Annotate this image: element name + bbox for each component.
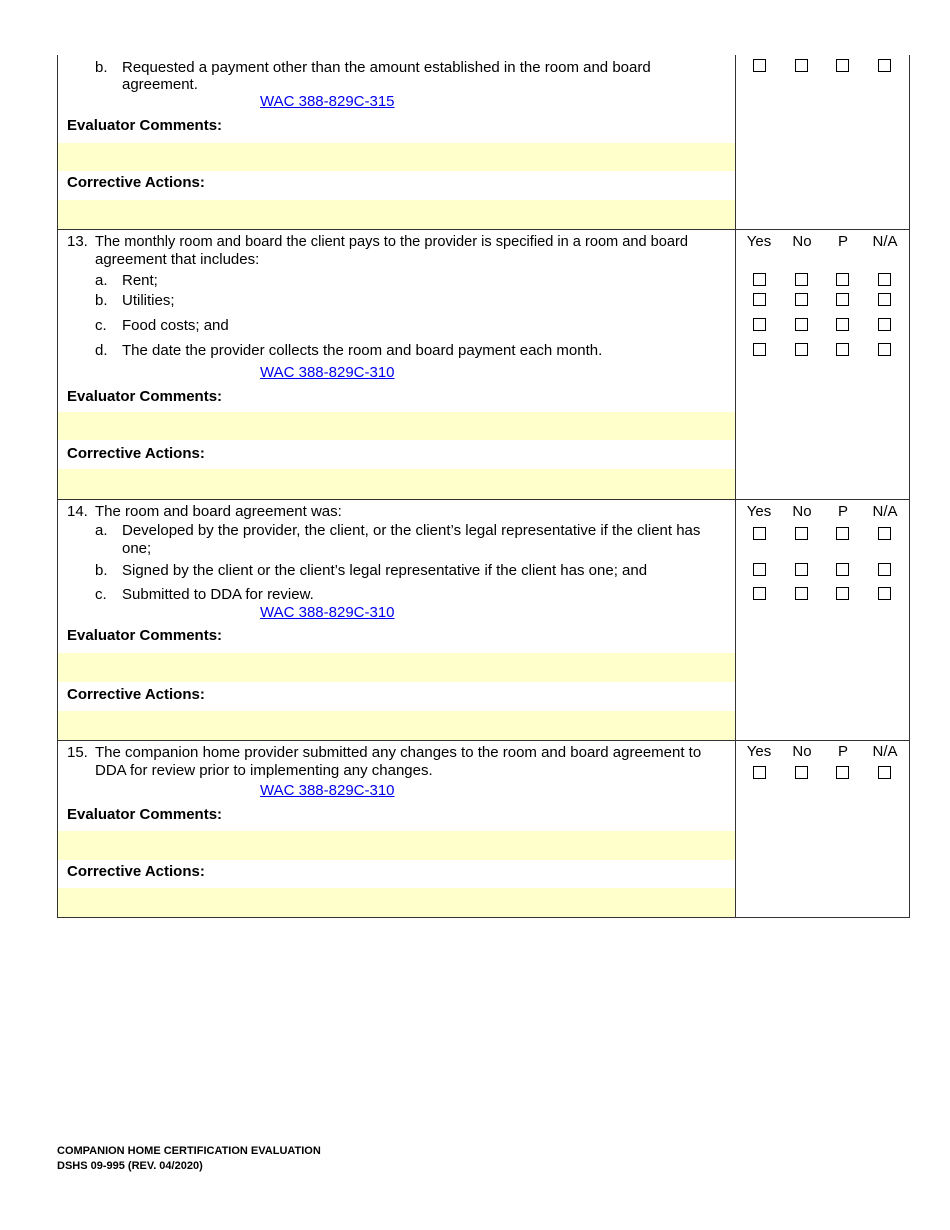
corrective-actions-label: Corrective Actions: — [67, 863, 205, 880]
item14c-yes-checkbox[interactable] — [753, 587, 766, 600]
header-yes: Yes — [746, 743, 772, 760]
table-right-border — [909, 55, 910, 918]
item13c-p-checkbox[interactable] — [836, 318, 849, 331]
item14b-na-checkbox[interactable] — [878, 563, 891, 576]
table-column-divider — [735, 55, 736, 918]
item13-text-line2: agreement that includes: — [95, 251, 260, 268]
item15-yes-checkbox[interactable] — [753, 766, 766, 779]
item14c-no-checkbox[interactable] — [795, 587, 808, 600]
footer-form-title: COMPANION HOME CERTIFICATION EVALUATION — [57, 1145, 321, 1157]
item14c-text: Submitted to DDA for review. — [122, 586, 314, 603]
item13b-marker: b. — [95, 292, 108, 309]
item14b-text: Signed by the client or the client’s legal representative if the client has one; and — [122, 562, 648, 579]
evaluator-comments-field[interactable] — [58, 653, 735, 682]
item13d-text: The date the provider collects the room and board payment each month. — [122, 342, 603, 359]
item14a-text-line1: Developed by the provider, the client, or the client’s legal representative if the client has — [122, 522, 701, 539]
header-no: No — [792, 233, 812, 250]
wac-link-item14[interactable]: WAC 388-829C-310 — [260, 604, 395, 621]
item13b-no-checkbox[interactable] — [795, 293, 808, 306]
item13c-na-checkbox[interactable] — [878, 318, 891, 331]
item15-no-checkbox[interactable] — [795, 766, 808, 779]
header-na: N/A — [872, 503, 898, 520]
item13d-yes-checkbox[interactable] — [753, 343, 766, 356]
item12b-text-line1: Requested a payment other than the amount established in the room and board — [122, 59, 651, 76]
corrective-actions-field[interactable] — [58, 888, 735, 917]
evaluator-comments-field[interactable] — [58, 143, 735, 171]
corrective-actions-field[interactable] — [58, 200, 735, 229]
corrective-actions-field[interactable] — [58, 469, 735, 499]
corrective-actions-label: Corrective Actions: — [67, 686, 205, 703]
item14b-marker: b. — [95, 562, 108, 579]
row-divider — [57, 499, 910, 500]
row-divider — [57, 740, 910, 741]
header-p: P — [837, 503, 848, 520]
header-na: N/A — [872, 233, 898, 250]
item13a-na-checkbox[interactable] — [878, 273, 891, 286]
row-divider — [57, 229, 910, 230]
item14a-yes-checkbox[interactable] — [753, 527, 766, 540]
evaluator-comments-label: Evaluator Comments: — [67, 806, 223, 823]
item12b-marker: b. — [95, 59, 108, 76]
item15-p-checkbox[interactable] — [836, 766, 849, 779]
wac-link-item15[interactable]: WAC 388-829C-310 — [260, 782, 395, 799]
item12b-no-checkbox[interactable] — [795, 59, 808, 72]
item14-text-line1: The room and board agreement was: — [95, 503, 342, 520]
item14c-na-checkbox[interactable] — [878, 587, 891, 600]
item13a-yes-checkbox[interactable] — [753, 273, 766, 286]
item14b-p-checkbox[interactable] — [836, 563, 849, 576]
item14b-no-checkbox[interactable] — [795, 563, 808, 576]
wac-link-item13[interactable]: WAC 388-829C-310 — [260, 364, 395, 381]
item15-na-checkbox[interactable] — [878, 766, 891, 779]
item13d-marker: d. — [95, 342, 108, 359]
item14a-marker: a. — [95, 522, 108, 539]
header-no: No — [792, 503, 812, 520]
item14c-marker: c. — [95, 586, 107, 603]
item14c-p-checkbox[interactable] — [836, 587, 849, 600]
item14a-text-line2: one; — [122, 540, 152, 557]
item13-text-line1: The monthly room and board the client pays to the provider is specified in a room and board — [95, 234, 688, 250]
evaluator-comments-field[interactable] — [58, 412, 735, 440]
item13c-yes-checkbox[interactable] — [753, 318, 766, 331]
table-bottom-border — [57, 917, 910, 918]
item13d-na-checkbox[interactable] — [878, 343, 891, 356]
item13b-p-checkbox[interactable] — [836, 293, 849, 306]
evaluator-comments-label: Evaluator Comments: — [67, 117, 223, 134]
corrective-actions-field[interactable] — [58, 711, 735, 740]
item13d-p-checkbox[interactable] — [836, 343, 849, 356]
corrective-actions-label: Corrective Actions: — [67, 174, 205, 191]
item12b-text-line2: agreement. — [122, 76, 198, 93]
header-yes: Yes — [746, 503, 772, 520]
header-p: P — [837, 743, 848, 760]
header-na: N/A — [872, 743, 898, 760]
item13a-no-checkbox[interactable] — [795, 273, 808, 286]
item13c-no-checkbox[interactable] — [795, 318, 808, 331]
corrective-actions-label: Corrective Actions: — [67, 445, 205, 462]
item13c-text: Food costs; and — [122, 317, 229, 334]
item15-text-line1: The companion home provider submitted any changes to the room and board agreement to — [95, 744, 702, 761]
header-p: P — [837, 233, 848, 250]
item13d-no-checkbox[interactable] — [795, 343, 808, 356]
item13a-p-checkbox[interactable] — [836, 273, 849, 286]
item13a-marker: a. — [95, 272, 108, 289]
wac-link-item12[interactable]: WAC 388-829C-315 — [260, 93, 395, 110]
header-no: No — [792, 743, 812, 760]
item14-number: 14. — [67, 503, 88, 520]
item13b-yes-checkbox[interactable] — [753, 293, 766, 306]
item13b-text: Utilities; — [122, 292, 175, 309]
item14a-p-checkbox[interactable] — [836, 527, 849, 540]
evaluator-comments-label: Evaluator Comments: — [67, 388, 223, 405]
item14a-na-checkbox[interactable] — [878, 527, 891, 540]
item13b-na-checkbox[interactable] — [878, 293, 891, 306]
item14b-yes-checkbox[interactable] — [753, 563, 766, 576]
item14a-no-checkbox[interactable] — [795, 527, 808, 540]
item13c-marker: c. — [95, 317, 107, 334]
footer-form-number: DSHS 09-995 (REV. 04/2020) — [57, 1160, 203, 1172]
item12b-yes-checkbox[interactable] — [753, 59, 766, 72]
header-yes: Yes — [746, 233, 772, 250]
evaluator-comments-field[interactable] — [58, 831, 735, 860]
item13a-text: Rent; — [122, 272, 158, 289]
item12b-p-checkbox[interactable] — [836, 59, 849, 72]
item15-text-line2: DDA for review prior to implementing any changes. — [95, 762, 433, 779]
item13-number: 13. — [67, 233, 88, 250]
item12b-na-checkbox[interactable] — [878, 59, 891, 72]
item15-number: 15. — [67, 744, 88, 761]
evaluator-comments-label: Evaluator Comments: — [67, 627, 223, 644]
